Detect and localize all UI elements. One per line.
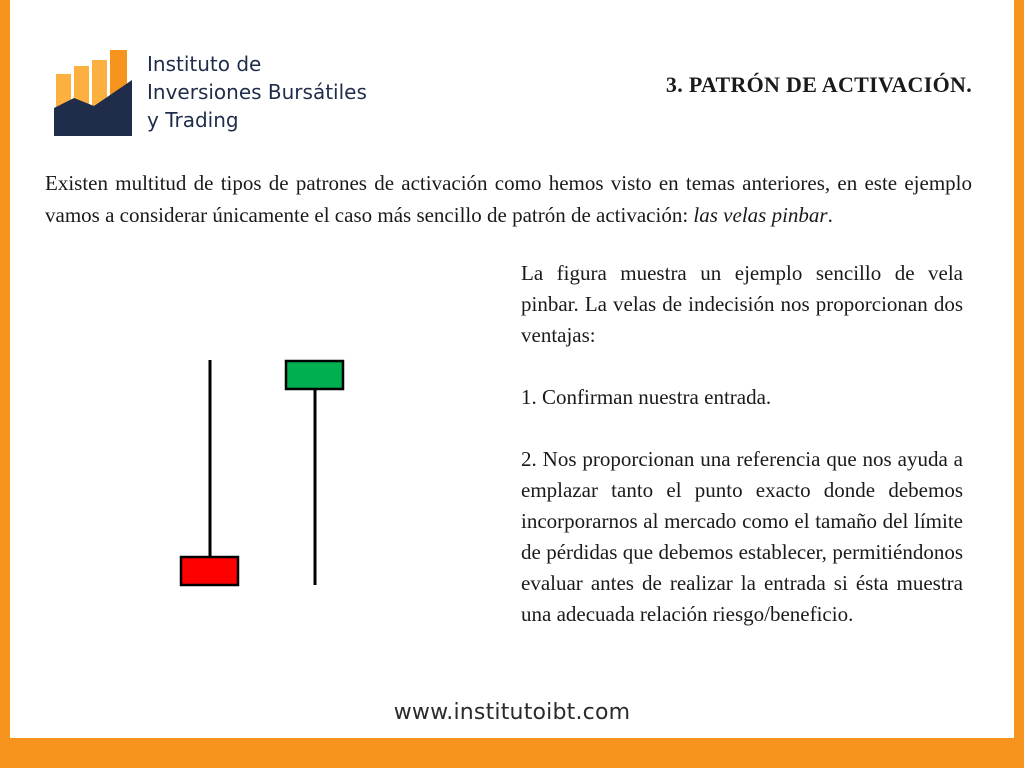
bearish-candle-body <box>181 557 238 585</box>
bar-chart-rising-icon <box>54 46 134 136</box>
intro-end: . <box>827 203 833 227</box>
orange-frame-right <box>1014 0 1024 768</box>
pinbar-candles-figure <box>170 350 360 600</box>
bullish-pinbar-candle <box>286 361 343 585</box>
slide-title: 3. PATRÓN DE ACTIVACIÓN. <box>665 72 972 97</box>
side-paragraph: 2. Nos proporcionan una referencia que nos ayuda a emplazar tanto el punto exacto donde debemos incorporarnos al mercado como el tamaño del límite de pérdidas que debemos establecer, permitiéndonos evaluar antes de realizar la entrada si ésta muestra una adecuada relación riesgo/beneficio. <box>521 447 963 626</box>
orange-frame-bottom <box>0 738 1024 768</box>
intro-paragraph <box>45 167 972 231</box>
side-paragraph: La figura muestra un ejemplo sencillo de vela pinbar. La velas de indecisión nos proporcionan dos ventajas: <box>521 261 963 347</box>
side-paragraph: 1. Confirman nuestra entrada. <box>521 385 772 409</box>
brand-name <box>147 50 367 134</box>
bearish-pinbar-candle <box>181 360 238 585</box>
footer-url: www.institutoibt.com <box>393 700 631 725</box>
bullish-candle-body <box>286 361 343 389</box>
intro-emphasis: las velas pinbar <box>693 203 828 227</box>
orange-frame-left <box>0 0 10 768</box>
brand-line: Instituto de <box>147 52 262 76</box>
brand-line: y Trading <box>147 108 239 132</box>
brand-line: Inversiones Bursátiles <box>147 80 367 104</box>
intro-text: Existen multitud de tipos de patrones de activación como hemos visto en temas anteriores, en este ejemplo vamos a considerar únicamente el caso más sencillo de patrón de activación: <box>45 171 972 227</box>
side-text <box>521 258 963 630</box>
